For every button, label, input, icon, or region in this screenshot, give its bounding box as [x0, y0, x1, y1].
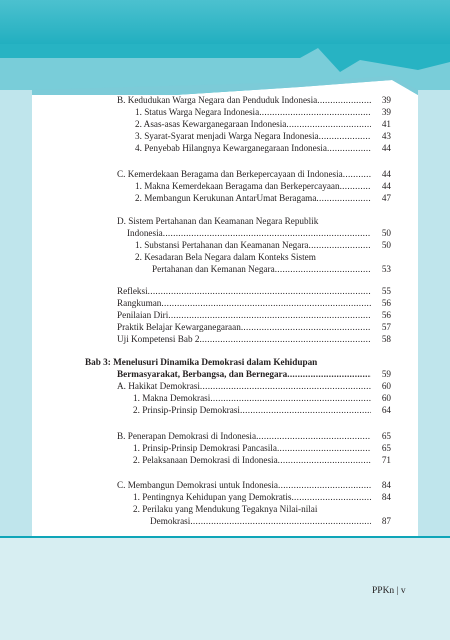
toc-entry-title: 1. Status Warga Negara Indonesia	[135, 107, 260, 117]
toc-entry-title: 3. Syarat-Syarat menjadi Warga Negara Indonesia	[135, 131, 319, 141]
toc-entry[interactable]	[133, 405, 391, 416]
toc-leader	[343, 169, 371, 180]
toc-page-number: 44	[381, 169, 391, 179]
toc-leader	[317, 95, 371, 106]
toc-leader	[327, 143, 371, 154]
toc-leader	[168, 310, 371, 321]
toc-entry-title: Penilaian Diri	[117, 310, 169, 320]
toc-entry[interactable]	[135, 193, 391, 204]
toc-entry-title: 1. Prinsip-Prinsip Demokrasi Pancasila	[133, 443, 277, 453]
toc-leader	[340, 181, 371, 192]
toc-entry-title: Demokrasi	[150, 516, 191, 526]
toc-page-number: 64	[381, 405, 391, 415]
toc-entry[interactable]	[152, 264, 391, 275]
toc-leader	[278, 455, 371, 466]
toc-leader	[278, 480, 371, 491]
toc-page-number: 56	[381, 310, 391, 320]
toc-entry[interactable]	[117, 310, 391, 321]
toc-leader	[319, 131, 371, 142]
toc-entry-title: Indonesia	[127, 228, 163, 238]
toc-leader	[291, 492, 371, 503]
toc-page-number: 84	[381, 480, 391, 490]
toc-leader	[190, 516, 371, 527]
toc-entry-title: C. Membangun Demokrasi untuk Indonesia	[117, 480, 279, 490]
chapter-title: Bab 3: Menelusuri Dinamika Demokrasi dalam Kehidupan	[85, 357, 318, 367]
toc-entry-title: B. Kedudukan Warga Negara dan Penduduk Indonesia	[117, 95, 318, 105]
toc-entry-title: Praktik Belajar Kewarganegaraan	[117, 322, 241, 332]
toc-entry-title: 1. Substansi Pertahanan dan Keamanan Negara	[135, 240, 309, 250]
toc-leader	[316, 193, 371, 204]
toc-entry-title: A. Hakikat Demokrasi	[117, 381, 200, 391]
toc-entry[interactable]	[127, 228, 391, 239]
toc-page-number: 60	[381, 381, 391, 391]
toc-page-number: 53	[381, 264, 391, 274]
toc-entry[interactable]	[150, 516, 391, 527]
toc-page-number: 60	[381, 393, 391, 403]
toc-entry-title: Pertahanan dan Kemanan Negara	[152, 264, 275, 274]
toc-entry-heading[interactable]	[117, 216, 391, 227]
toc-leader	[277, 443, 371, 454]
toc-leader	[256, 431, 371, 442]
toc-page-number: 50	[381, 228, 391, 238]
toc-entry-heading[interactable]	[133, 504, 391, 515]
toc-entry-title: 1. Pentingnya Kehidupan yang Demokratis	[133, 492, 292, 502]
toc-entry[interactable]	[135, 240, 391, 251]
toc-entry[interactable]	[117, 169, 391, 180]
toc-entry-title: D. Sistem Pertahanan dan Keamanan Negara Republik	[117, 216, 319, 226]
toc-entry[interactable]	[133, 455, 391, 466]
toc-page-number: 57	[381, 322, 391, 332]
toc-entry[interactable]	[117, 480, 391, 491]
toc-page-number: 71	[381, 455, 391, 465]
toc-entry-heading[interactable]	[135, 252, 391, 263]
toc-entry[interactable]	[133, 492, 391, 503]
toc-leader	[200, 381, 371, 392]
toc-leader	[148, 286, 371, 297]
toc-page-number: 65	[381, 443, 391, 453]
toc-entry[interactable]	[117, 431, 391, 442]
toc-entry[interactable]	[135, 131, 391, 142]
toc-leader	[275, 264, 371, 275]
toc-page-number: 55	[381, 286, 391, 296]
toc-entry-title: Refleksi	[117, 286, 148, 296]
toc-page-number: 44	[381, 181, 391, 191]
chapter-title: Bermasyarakat, Berbangsa, dan Bernegara	[117, 369, 288, 379]
toc-leader	[259, 107, 371, 118]
toc-entry-title: 2. Prinsip-Prinsip Demokrasi	[133, 405, 240, 415]
toc-entry[interactable]	[117, 334, 391, 345]
toc-leader	[210, 393, 371, 404]
toc-page-number: 44	[381, 143, 391, 153]
toc-entry[interactable]	[133, 393, 391, 404]
toc-entry[interactable]	[117, 286, 391, 297]
toc-page-number: 59	[381, 369, 391, 379]
toc-entry[interactable]	[117, 95, 391, 106]
toc-leader	[161, 298, 371, 309]
toc-page-number: 47	[381, 193, 391, 203]
toc-entry-title: 2. Pelaksanaan Demokrasi di Indonesia	[133, 455, 278, 465]
toc-page-number: 56	[381, 298, 391, 308]
page-footer-label: PPKn | v	[372, 586, 406, 596]
toc-page-number: 39	[381, 95, 391, 105]
toc-entry[interactable]	[135, 143, 391, 154]
toc-leader	[240, 405, 371, 416]
toc-entry-title: 2. Perilaku yang Mendukung Tegaknya Nilai-nilai	[133, 504, 318, 514]
toc-entry-title: 4. Penyebab Hilangnya Kewarganegaraan Indonesia	[135, 143, 327, 153]
chapter-heading[interactable]	[85, 357, 391, 368]
toc-entry-title: 2. Asas-asas Kewarganegaraan Indonesia	[135, 119, 287, 129]
toc-leader	[199, 334, 371, 345]
toc-leader	[308, 240, 371, 251]
toc-page-number: 39	[381, 107, 391, 117]
toc-page-number: 87	[381, 516, 391, 526]
toc-leader	[287, 369, 371, 380]
toc-leader	[286, 119, 371, 130]
toc-page-number: 41	[381, 119, 391, 129]
toc-page-number: 43	[381, 131, 391, 141]
chapter-heading[interactable]	[117, 369, 391, 380]
toc-entry-title: 2. Kesadaran Bela Negara dalam Konteks Sistem	[135, 252, 316, 262]
toc-page-number: 50	[381, 240, 391, 250]
toc-page-number: 65	[381, 431, 391, 441]
toc-page-number: 84	[381, 492, 391, 502]
toc-entry-title: 1. Makna Kemerdekaan Beragama dan Berkepercayaan	[135, 181, 340, 191]
toc-leader	[241, 322, 371, 333]
toc-leader	[163, 228, 371, 239]
toc-entry[interactable]	[117, 322, 391, 333]
toc-entry[interactable]	[117, 298, 391, 309]
toc-entry[interactable]	[135, 107, 391, 118]
toc-entry[interactable]	[135, 119, 391, 130]
toc-entry[interactable]	[117, 381, 391, 392]
toc-entry-title: Uji Kompetensi Bab 2	[117, 334, 200, 344]
toc-entry[interactable]	[135, 181, 391, 192]
toc-entry-title: 1. Makna Demokrasi	[133, 393, 211, 403]
toc-entry[interactable]	[133, 443, 391, 454]
toc-entry-title: 2. Membangun Kerukunan AntarUmat Beragama	[135, 193, 317, 203]
toc-entry-title: B. Penerapan Demokrasi di Indonesia	[117, 431, 257, 441]
toc-entry-title: C. Kemerdekaan Beragama dan Berkepercayaan di Indonesia	[117, 169, 343, 179]
toc-page-number: 58	[381, 334, 391, 344]
toc-entry-title: Rangkuman	[117, 298, 162, 308]
